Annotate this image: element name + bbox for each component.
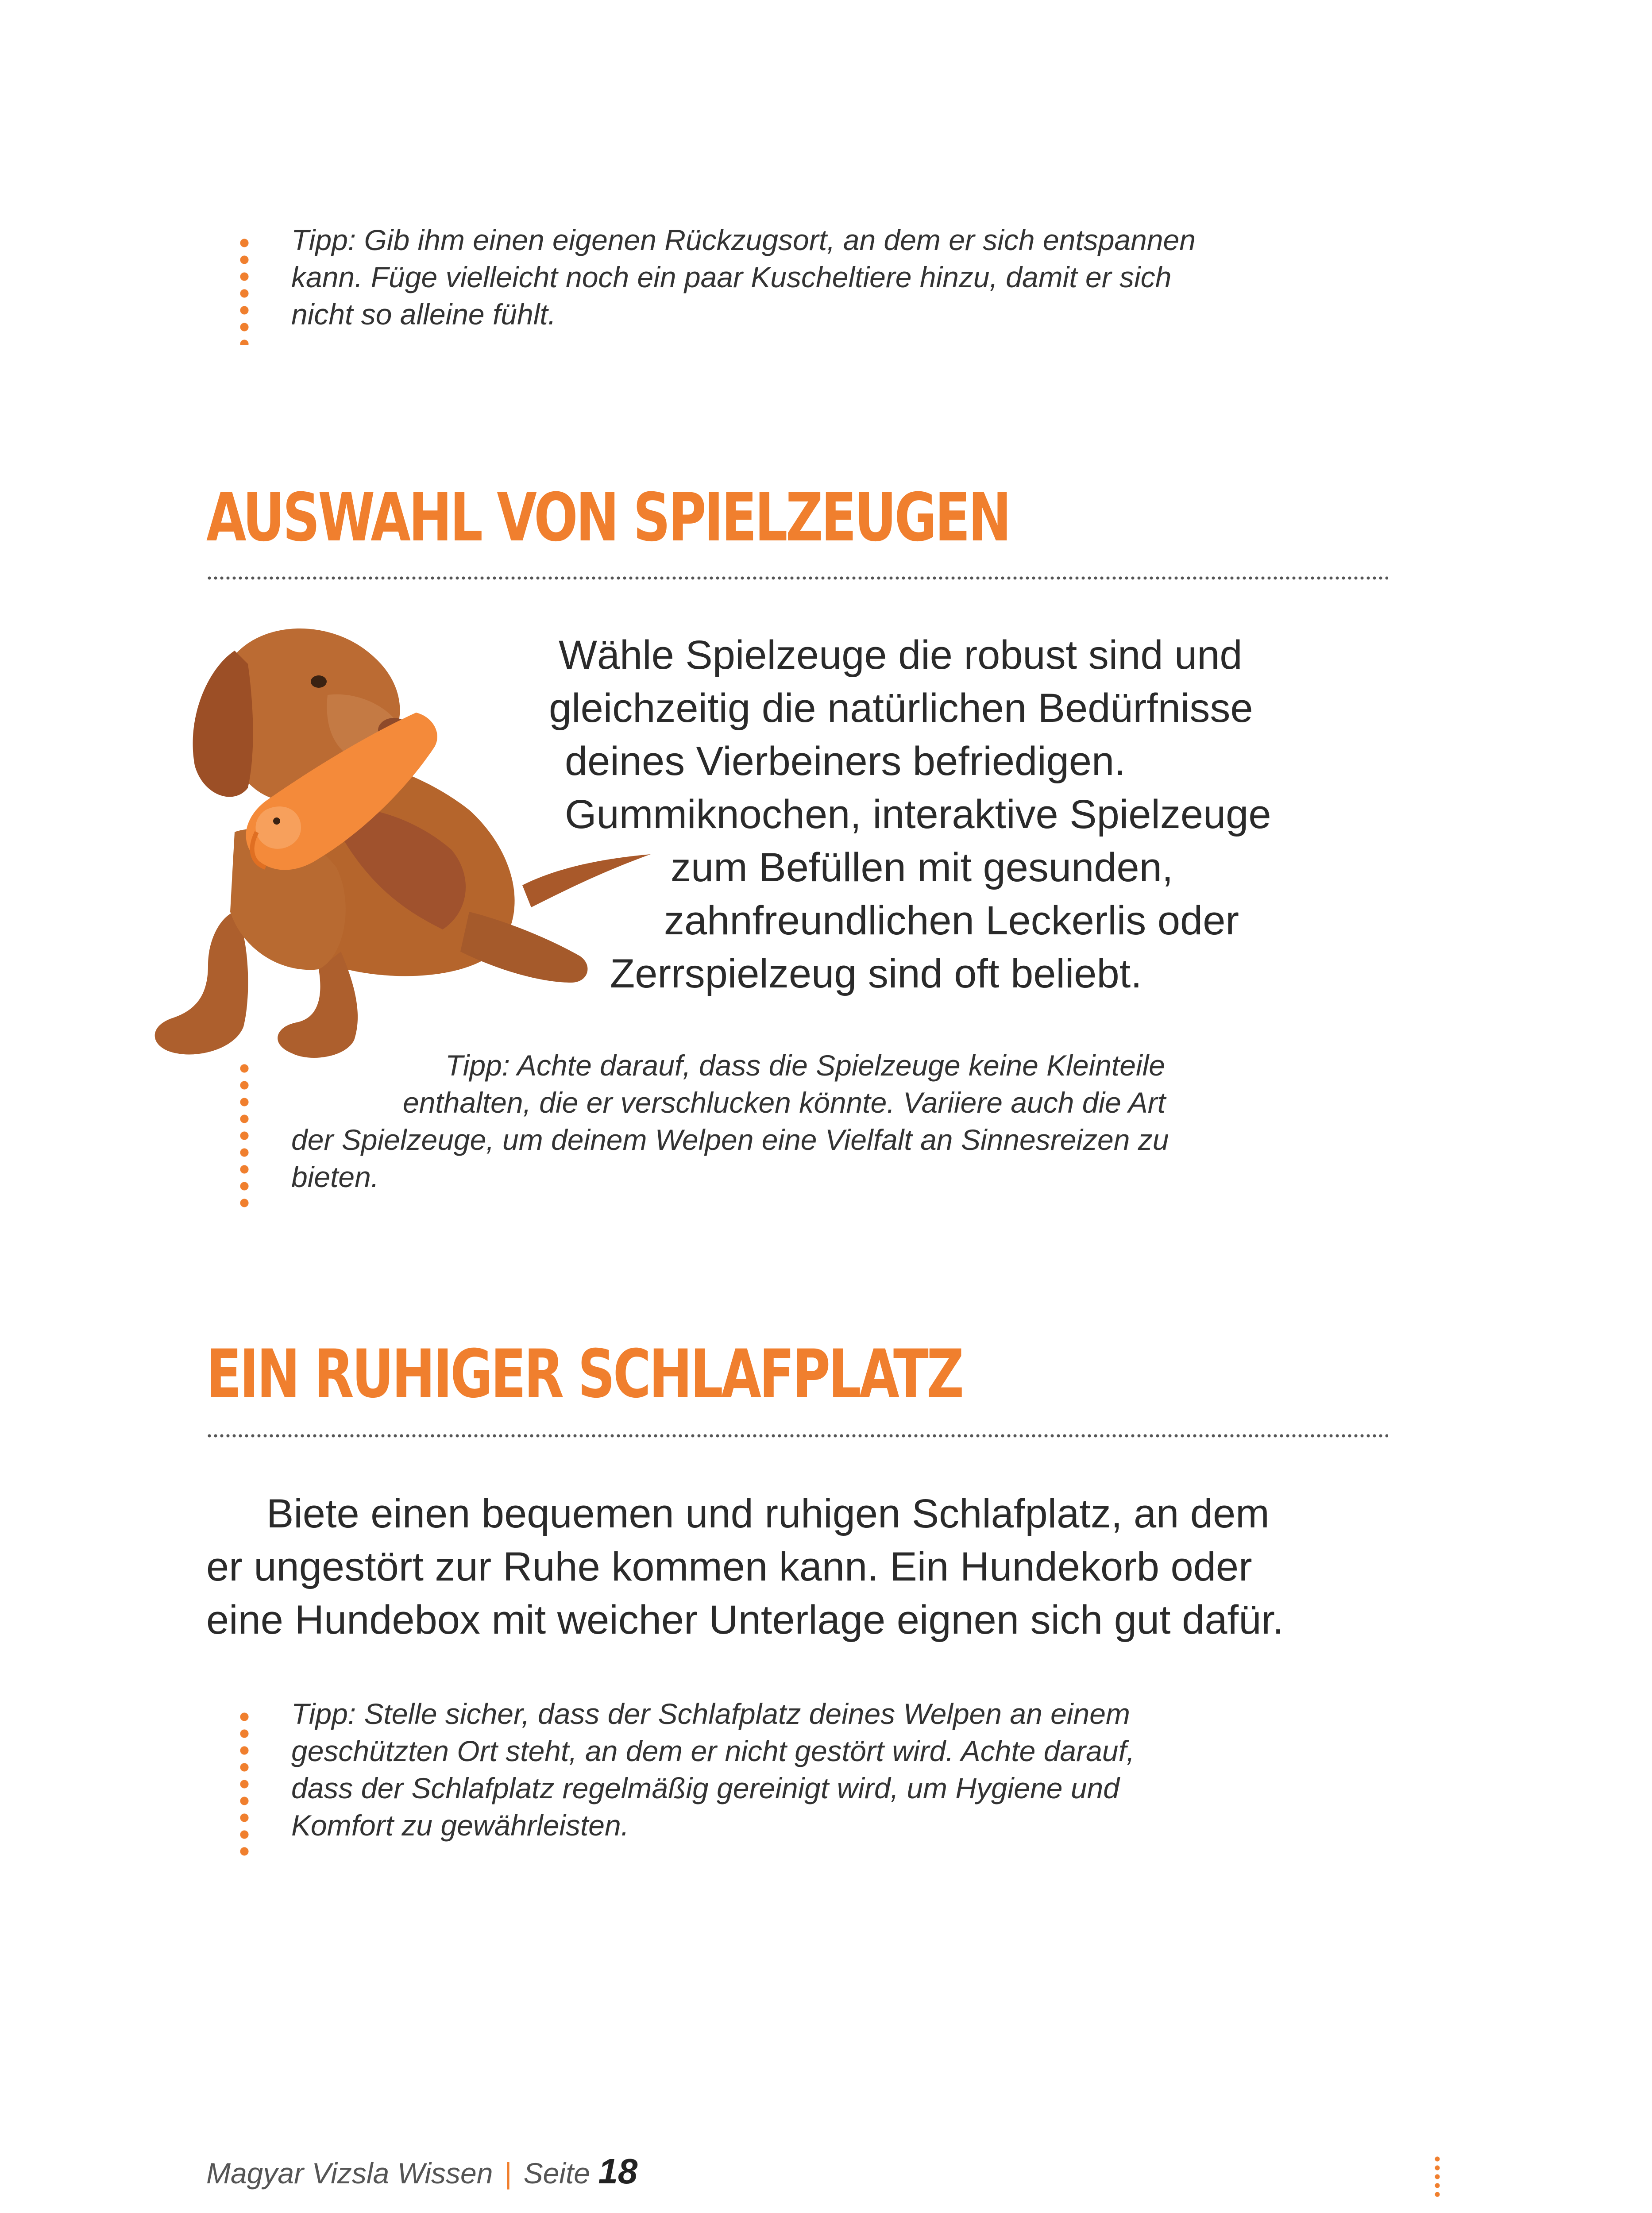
section-text-toys [0,628,1652,1009]
tip-text [291,221,1371,333]
tip-line: Tipp: Gib ihm einen eigenen Rückzugsort, an dem er sich entspannen [291,224,1196,256]
tip-line: dass der Schlafplatz regelmäßig gereinigt wird, um Hygiene und [291,1772,1119,1804]
text-line: Zerrspielzeug sind oft beliebt. [610,951,1142,996]
text-line: Gummiknochen, interaktive Spielzeuge [565,792,1271,837]
page-footer [206,2151,637,2192]
tip-line: Tipp: Achte darauf, dass die Spielzeuge keine Kleinteile [445,1049,1165,1082]
dotted-divider [206,1434,1388,1438]
tip-box-toys [239,1047,1372,1206]
tip-box-retreat [239,221,1372,350]
footer-book-title: Magyar Vizsla Wissen [206,2157,493,2190]
tip-line: enthalten, die er verschlucken könnte. Variiere auch die Art [403,1086,1166,1119]
tip-line: Komfort zu gewährleisten. [291,1809,629,1842]
dotted-divider [206,576,1388,580]
tip-line: der Spielzeuge, um deinem Welpen eine Vielfalt an Sinnesreizen zu [291,1123,1169,1156]
tip-line: geschützten Ort steht, an dem er nicht gestört wird. Achte darauf, [291,1735,1135,1767]
footer-page-label: Seite [523,2157,590,2190]
tip-line: Tipp: Stelle sicher, dass der Schlafplatz deines Welpen an einem [291,1697,1130,1730]
tip-dotted-bar [239,235,250,345]
footer-dotted-marker [1434,2155,1440,2201]
text-line: Wähle Spielzeuge die robust sind und [559,632,1243,678]
footer-separator: | [504,2157,512,2190]
text-line: zahnfreundlichen Leckerlis oder [664,898,1239,943]
footer-page-number: 18 [598,2151,638,2191]
text-line: er ungestört zur Ruhe kommen kann. Ein Hundekorb oder [206,1544,1252,1589]
text-line: zum Befüllen mit gesunden, [671,845,1173,890]
section-heading-sleeping-place: EIN RUHIGER SCHLAFPLATZ [206,1336,962,1413]
text-line: deines Vierbeiners befriedigen. [565,739,1126,784]
section-heading-toys: AUSWAHL VON SPIELZEUGEN [206,479,1010,556]
tip-line: nicht so alleine fühlt. [291,298,556,331]
tip-dotted-bar [239,1060,250,1211]
tip-dotted-bar [239,1708,250,1859]
tip-text [291,1047,1371,1195]
section-text-sleeping-place [206,1487,1401,1646]
tip-line: kann. Füge vielleicht noch ein paar Kuscheltiere hinzu, damit er sich [291,261,1172,293]
text-line: eine Hundebox mit weicher Unterlage eignen sich gut dafür. [206,1597,1284,1642]
text-line: gleichzeitig die natürlichen Bedürfnisse [549,686,1253,731]
tip-box-sleeping-place [239,1695,1372,1854]
tip-text [291,1695,1371,1844]
tip-line: bieten. [291,1160,379,1193]
text-line: Biete einen bequemen und ruhigen Schlafplatz, an dem [266,1491,1270,1536]
